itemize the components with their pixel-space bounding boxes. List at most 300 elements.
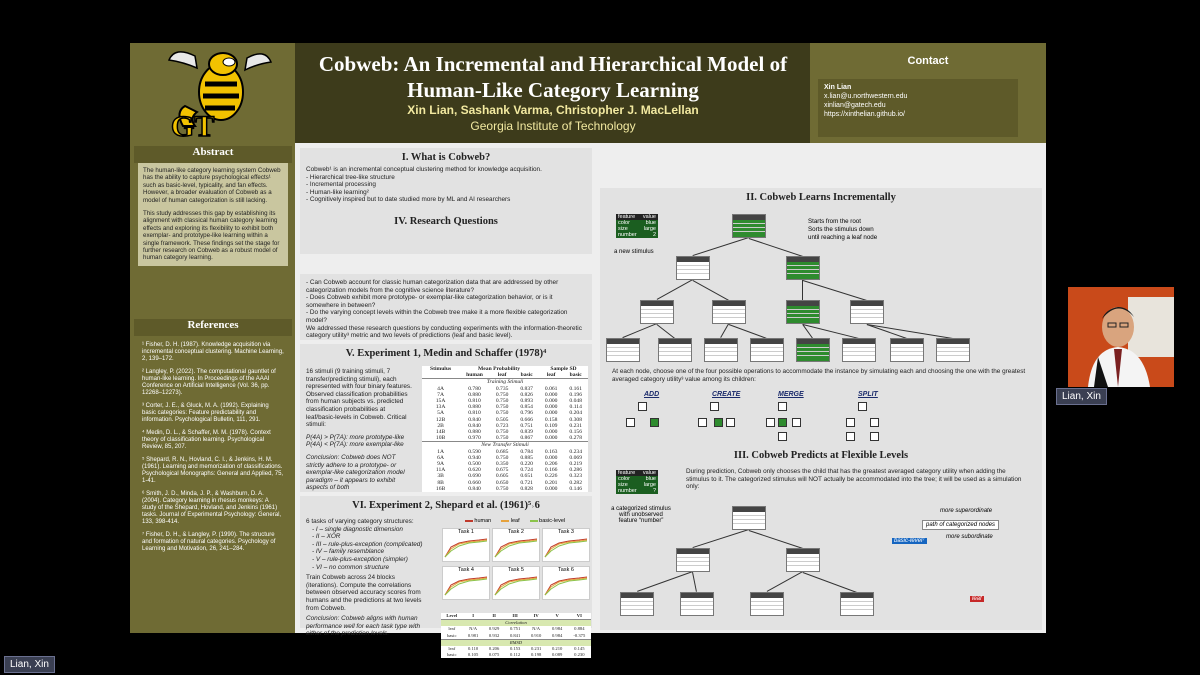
poster-title: Cobweb: An Incremental and Hierarchical Model of Human-Like Category Learning [318,52,788,102]
table-cell: 0.158 [544,416,558,423]
task-chart-lines [443,535,489,559]
table-cell: leaf [448,626,456,632]
table-cell: 14B [435,429,446,436]
table-cell: 0.161 [569,385,583,392]
list-item: - Can Cobweb account for classic human categorization data that are addressed by other categorization models from the cognitive science literature? [306,279,586,294]
table-cell: 0.929 [488,626,500,632]
table-cell: 0.721 [520,479,533,486]
section-5-text-3: P(4A) < P(7A): more exemplar-like [306,441,404,449]
table-subheader: New Transfer Stimuli [422,442,588,449]
table-cell: 0.750 [495,429,509,436]
task-chart [542,528,590,562]
table-cell: 0.880 [468,391,481,398]
table-cell: 0.282 [569,479,583,486]
table-header: Level [446,613,458,618]
experiment-1-table [422,366,588,492]
task-chart [492,528,540,562]
list-item: - Human-like learning² [306,189,586,197]
tree-edge [749,238,803,257]
table-cell: 0.230 [574,652,585,658]
training-rows [422,386,588,442]
task-chart [442,566,490,600]
operations-text: At each node, choose one of the four possible operations to accommodate the instance by simulating each and choosing the one with the greatest averaged category utility³ value among its children: [612,368,1026,383]
table-cell: 0.000 [544,485,558,492]
table-cell: 0.201 [544,479,558,486]
table-cell: 0.089 [551,652,563,658]
table-cell: 0.724 [520,467,533,474]
table-cell: 0.000 [544,391,558,398]
table-cell: 0.278 [569,435,583,442]
table-cell: 0.226 [544,473,558,480]
table-cell: 0.220 [520,461,533,468]
table-header-row [441,613,591,620]
task-chart-title: Task 6 [558,567,574,573]
section-flexible-levels [600,446,1042,630]
operation-node [778,402,787,411]
georgia-tech-logo [135,46,290,144]
table-cell: 0.828 [520,485,533,492]
abstract-title: Abstract [192,146,234,158]
table-cell: 0.308 [569,416,583,423]
table-cell: 0.984 [551,626,563,632]
tree-node [750,338,784,362]
tree-node [936,338,970,362]
table-cell: 4A [437,385,444,392]
contact-title: Contact [907,55,949,67]
task-chart-lines [443,573,489,597]
table-cell: 0.751 [520,422,533,429]
table-cell: 0.505 [495,416,509,423]
contact-name: Xin Lian [824,84,852,91]
new-stimulus-table: feature value color blue size large number 2 [618,214,656,238]
tree-edge [720,324,729,338]
legend-item: basic-level [530,518,566,528]
table-cell: 12B [435,416,446,423]
prediction-text: During prediction, Cobweb only chooses the child that has the greatest averaged category utility when adding the stimulus to it. The categorized stimulus will NOT actually be accommodated into the tree; it will be used as a simulation only: [686,468,1022,491]
tree-node [658,338,692,362]
tree-node [704,338,738,362]
table-cell: 0.750 [495,485,509,492]
legend-item: leaf [501,518,519,528]
table-cell: 11A [435,467,446,474]
table-cell: 0.069 [569,454,583,461]
table-cell: 0.620 [468,467,481,474]
table-cell: 0.210 [551,646,563,652]
table-cell: 0.112 [510,652,521,658]
tree-edge [637,571,693,592]
task-chart-title: Task 5 [508,567,524,573]
table-cell: N/A [532,626,541,632]
list-item: - VI – no common structure [312,564,424,572]
table-cell: 0.867 [520,435,533,442]
table-cell: 0.885 [520,454,533,461]
table-cell: 15A [435,398,446,405]
table-cell: 2B [437,422,444,429]
table-row [441,633,591,640]
task-chart [492,566,540,600]
table-cell: 0.893 [520,398,533,405]
section-5-text-1: 16 stimuli (9 training stimuli, 7 transfer/predicting stimuli), each represented with four binary features. Observed classification probabilities from human subjects vs. predicted classification probabilities at leaf/basic-levels in Cobweb. Critical stimuli: [306,368,412,429]
table-cell: 0.840 [468,416,481,423]
table-cell: 0.981 [467,632,479,638]
table-cell: 0.750 [495,398,509,405]
operation-node [792,418,801,427]
table-cell: 0.840 [468,422,481,429]
table-cell: 0.605 [495,473,509,480]
table-header: basic [569,372,582,379]
table-cell: 0.166 [544,467,558,474]
table-row [422,435,588,442]
tree-edge [623,323,657,338]
section-3-title: III. Cobweb Predicts at Flexible Levels [733,450,909,461]
poster-main [295,143,1046,658]
table-cell: 0.323 [569,473,583,480]
table-cell: 0.880 [468,429,481,436]
table-cell: 0.970 [468,435,481,442]
table-cell: 0.750 [495,391,509,398]
table-cell: 0.735 [495,385,509,392]
table-header: IV [533,613,539,618]
task-chart-lines [493,535,539,559]
table-row [422,486,588,492]
tree-edge [693,529,749,548]
table-cell: 0.837 [520,385,533,392]
section-6-text [300,518,430,638]
operation-node [766,418,775,427]
table-cell: 0.000 [544,410,558,417]
poster-authors: Xin Lian, Sashank Varma, Christopher J. MacLellan [407,103,699,117]
participant-video[interactable] [1068,287,1174,387]
operation-node [846,432,855,441]
table-cell: 0.810 [468,410,481,417]
new-stimulus-caption: a new stimulus [614,249,654,255]
section-6-intro: 6 tasks of varying category structures: [306,518,414,525]
table-header: Mean Probability [478,366,521,372]
table-cell: 0.675 [495,467,509,474]
table-cell: 0.061 [544,385,558,392]
tree-node [842,338,876,362]
table-cell: 0.650 [495,479,509,486]
table-cell: 0.231 [569,422,583,429]
table-header: I [472,613,474,618]
list-item: - II – XOR [312,533,424,541]
experiment-2-table [441,613,591,658]
section-what-is-cobweb [300,148,592,254]
tree-edge [729,324,767,339]
sorting-note: Starts from the root Sorts the stimulus down until reaching a leaf node [808,218,878,241]
list-item: - IV – family resemblance [312,548,424,556]
section-research-questions [300,274,592,340]
table-cell: 0.651 [520,473,533,480]
table-cell: 0.751 [509,626,521,632]
tree-node [676,548,710,572]
references-list [138,340,288,561]
table-cell: 0.196 [569,391,583,398]
table-cell: 1A [437,448,444,455]
section-learns-incrementally [600,188,1042,446]
section-5-text-2: P(4A) > P(7A): more prototype-like [306,433,405,441]
tree-edge [693,237,749,256]
section-1-title: I. What is Cobweb? [401,152,491,163]
table-cell: 0.666 [520,416,533,423]
table-cell: 0.660 [468,479,481,486]
table-cell: 0.206 [488,646,500,652]
table-cell: 0.685 [495,448,509,455]
tree-edge [803,572,857,593]
table-cell: 0.840 [468,485,481,492]
task-chart-title: Task 1 [458,529,474,535]
tree-edge [803,280,867,301]
categorized-stimulus-table: feature value color blue size large number ? [618,470,656,494]
table-cell: 0.854 [520,404,533,411]
op-merge-label: MERGE [778,391,804,398]
operation-node [650,418,659,427]
table-row [441,652,591,658]
tree-node [786,548,820,572]
poster-header [295,43,810,143]
list-item: - Do the varying concept levels within the Cobweb tree make it a more flexible categorization model? [306,309,586,324]
table-cell: 0.750 [495,435,509,442]
table-header: II [492,613,496,618]
chart-legend [440,518,590,528]
contact-website: https://xinthelian.github.io/ [824,111,905,118]
operation-node [626,418,635,427]
table-cell: 0.146 [569,485,583,492]
section-4-closing: We addressed these research questions by conducting experiments with the information-theoretic category utility³ metric and two levels of predictions (leaf and basic level). [306,324,582,340]
table-cell: 0.286 [569,467,583,474]
tree-edge [802,280,803,300]
abstract-paragraph-1: The human-like category learning system Cobweb has the ability to capture psychological effects¹ such as basic-level, typicality, and fan effects. However, a broader evaluation of Cobweb as a model of human categorization is still lacking. [143,167,281,204]
operation-node [870,418,879,427]
contact-details [818,79,1018,137]
contact-email-1: x.lian@u.northwestern.edu [824,93,908,100]
tree-node [712,300,746,324]
table-cell: 7A [437,391,444,398]
table-cell: basic [447,632,457,638]
reference-item: ⁵ Shepard, R. N., Hovland, C. I., & Jenkins, H. M. (1961). Learning and memorization of classifications. Psychological Monographs: General and Applied, 75, 1-41. [142,457,284,484]
shared-poster [130,43,1046,658]
table-cell: 0.841 [509,632,521,638]
reference-item: ⁴ Medin, D. L., & Schaffer, M. M. (1978). Context theory of classification learning. Psychological Review, 85, 207. [142,430,271,450]
tree-node [890,338,924,362]
tree-node [750,592,784,616]
table-cell: 0.105 [467,652,479,658]
section-2-title: II. Cobweb Learns Incrementally [746,192,896,203]
table-cell: 10B [435,435,446,442]
table-cell: 0.780 [468,385,481,392]
operation-node [726,418,735,427]
section-experiment-1 [300,344,592,492]
operation-node [710,402,719,411]
tree-edge [767,571,803,592]
tree-edge [657,279,693,300]
table-cell: -0.375 [573,632,586,638]
operation-node [846,418,855,427]
section-5-text [300,368,418,492]
table-cell: 0.826 [520,391,533,398]
table-cell: N/A [469,626,478,632]
tree-edge [656,324,675,339]
table-cell: 0.000 [544,454,558,461]
table-subheader: Correlation [441,620,591,627]
operation-node [778,418,787,427]
operation-node [638,402,647,411]
table-cell: 0.048 [569,398,583,405]
table-cell: 0.500 [468,461,481,468]
table-cell: 0.219 [569,461,583,468]
table-cell: 0.839 [520,429,533,436]
table-cell: 0.000 [544,398,558,405]
table-header: III [512,613,518,618]
table-cell: basic [447,652,457,658]
list-item: - Hierarchical tree-like structure [306,174,586,182]
table-cell: 0.234 [569,448,583,455]
table-subheader: Training Stimuli [422,379,588,386]
reference-item: ¹ Fisher, D. H. (1987). Knowledge acquisition via incremental conceptual clustering. Machine Learning, 2, 139–172. [142,342,284,362]
op-create-label: CREATE [712,391,741,398]
contact-box [810,43,1046,143]
reference-item: ³ Corter, J. E., & Gluck, M. A. (1992). Explaining basic categories: Feature predictability and information. Psychological Bulletin, 111, 291. [142,403,269,423]
section-6-text-2: Train Cobweb across 24 blocks (iterations). Compute the correlations between observed accuracy scores from humans and the predictions at two levels from Cobweb. [306,574,422,612]
tree-node [732,214,766,238]
table-cell: 0.910 [530,632,542,638]
table-cell: 0.884 [574,626,585,632]
table-cell: 6A [437,454,444,461]
table-header: human [466,372,483,379]
table-cell: 0.231 [530,646,542,652]
table-cell: 13A [435,404,446,411]
tree-node [732,506,766,530]
task-chart-lines [493,573,539,597]
table-cell: 0.109 [544,422,558,429]
table-cell: 0.750 [495,410,509,417]
tree-node [676,256,710,280]
table-cell: 0.153 [509,646,521,652]
table-cell: 5A [437,410,444,417]
tree-edge [867,324,953,339]
op-add-label: ADD [644,391,660,398]
tree-node [620,592,654,616]
abstract-body [138,163,288,266]
table-cell: 0.750 [495,454,509,461]
operation-node [778,432,787,441]
operation-node [698,418,707,427]
task-chart-lines [543,535,589,559]
table-cell: 0.145 [574,646,585,652]
poster-left-column [130,43,295,633]
path-label: path of categorized nodes [922,520,999,530]
table-cell: 0.690 [468,473,481,480]
poster-affiliation: Georgia Institute of Technology [470,119,636,133]
abstract-title-bar [134,146,292,163]
reference-item: ⁶ Smith, J. D., Minda, J. P., & Washburn, D. A. (2004). Category learning in rhesus monkeys: A study of the Shepard, Hovland, and Jenkins (1961) tasks. Journal of Experimental Psychology: General, 133, 398-414. [142,491,282,525]
task-chart [542,566,590,600]
table-cell: leaf [448,646,456,652]
participant-name-tag: Lian, Xin [1056,388,1107,405]
basic-level-label: basic-level⁷ [894,538,925,544]
table-cell: 0.156 [569,429,583,436]
section-6-title: VI. Experiment 2, Shepard et al. (1961)⁵˒6 [352,500,540,511]
section-1-body [300,166,592,204]
section-5-title: V. Experiment 1, Medin and Schaffer (1978)⁴ [345,348,547,359]
op-split-label: SPLIT [858,391,878,398]
list-item: - V – rule-plus-exception (simpler) [312,556,424,564]
section-4-body [300,274,592,340]
table-subheader-row [441,639,591,646]
tree-node [786,256,820,280]
tree-edge [692,572,697,592]
transfer-rows [422,449,588,492]
table-header: basic [520,372,533,379]
table-cell: 0.198 [530,652,542,658]
table-cell: 0.750 [495,404,509,411]
table-cell: 0.114 [569,404,582,411]
categorized-stimulus-caption: a categorized stimulus with unobserved feature “number” [611,506,671,524]
list-item: - Incremental processing [306,181,586,189]
table-cell: 0.204 [569,410,583,417]
list-item: - III – rule-plus-exception (complicated) [312,541,424,549]
table-cell: 0.880 [468,404,481,411]
table-cell: 0.163 [544,448,558,455]
table-cell: 0.932 [488,632,500,638]
section-1-intro: Cobweb¹ is an incremental conceptual clustering method for knowledge acquisition. [306,166,542,173]
tree-node [840,592,874,616]
table-header: leaf [497,372,507,379]
section-5-conclusion: Conclusion: Cobweb does NOT strictly adhere to a prototype- or exemplar-like categorization model paradigm – it appears to exhibit aspects of both [306,453,405,492]
table-cell: 0.000 [544,429,558,436]
task-chart-title: Task 2 [508,529,524,535]
operation-node [870,432,879,441]
references-title: References [187,319,239,331]
section-6-conclusion: Conclusion: Cobweb aligns with human performance well for each task type with either of the prediction levels. [306,615,421,638]
table-header: Stimulus [430,366,452,372]
table-cell: 0.810 [468,398,481,405]
list-item: - I – single diagnostic dimension [312,526,424,534]
self-name-tag: Lian, Xin [4,656,55,673]
list-item: - Does Cobweb exhibit more prototype- or exemplar-like categorization behavior, or is it somewhere in between? [306,294,586,309]
table-cell: 0.075 [488,652,500,658]
operation-node [858,402,867,411]
task-chart-title: Task 3 [558,529,574,535]
table-cell: 0.984 [551,632,563,638]
table-cell: 0.590 [468,448,481,455]
tree-node [640,300,674,324]
leaf-label: leaf [972,596,982,602]
task-chart-lines [543,573,589,597]
legend-item: human [465,518,491,528]
table-cell: 0.784 [520,448,533,455]
tree-node [606,338,640,362]
tree-node [680,592,714,616]
table-cell: 0.000 [544,435,558,442]
tree-edge [749,530,803,549]
tree-node [850,300,884,324]
list-item: - Cognitively inspired but to date studied more by ML and AI researchers [306,196,586,204]
table-header: leaf [546,372,556,379]
table-cell: 8B [437,479,444,486]
table-subheader: RMSD [441,639,591,646]
table-header: Sample SD [550,366,577,372]
table-cell: 0.796 [520,410,533,417]
tree-edge [693,280,729,301]
table-cell: 3B [437,473,444,480]
table-header: V [555,613,559,618]
table-cell: 0.940 [468,454,481,461]
table-cell: 0.723 [495,422,509,429]
tree-node [786,300,820,324]
table-cell: 0.000 [544,404,558,411]
reference-item: ² Langley, P. (2022). The computational gauntlet of human-like learning. In Proceedings of the AAAI Conference on Artificial Intelligence (Vol. 36, pp. 12268–12273). [142,369,276,396]
